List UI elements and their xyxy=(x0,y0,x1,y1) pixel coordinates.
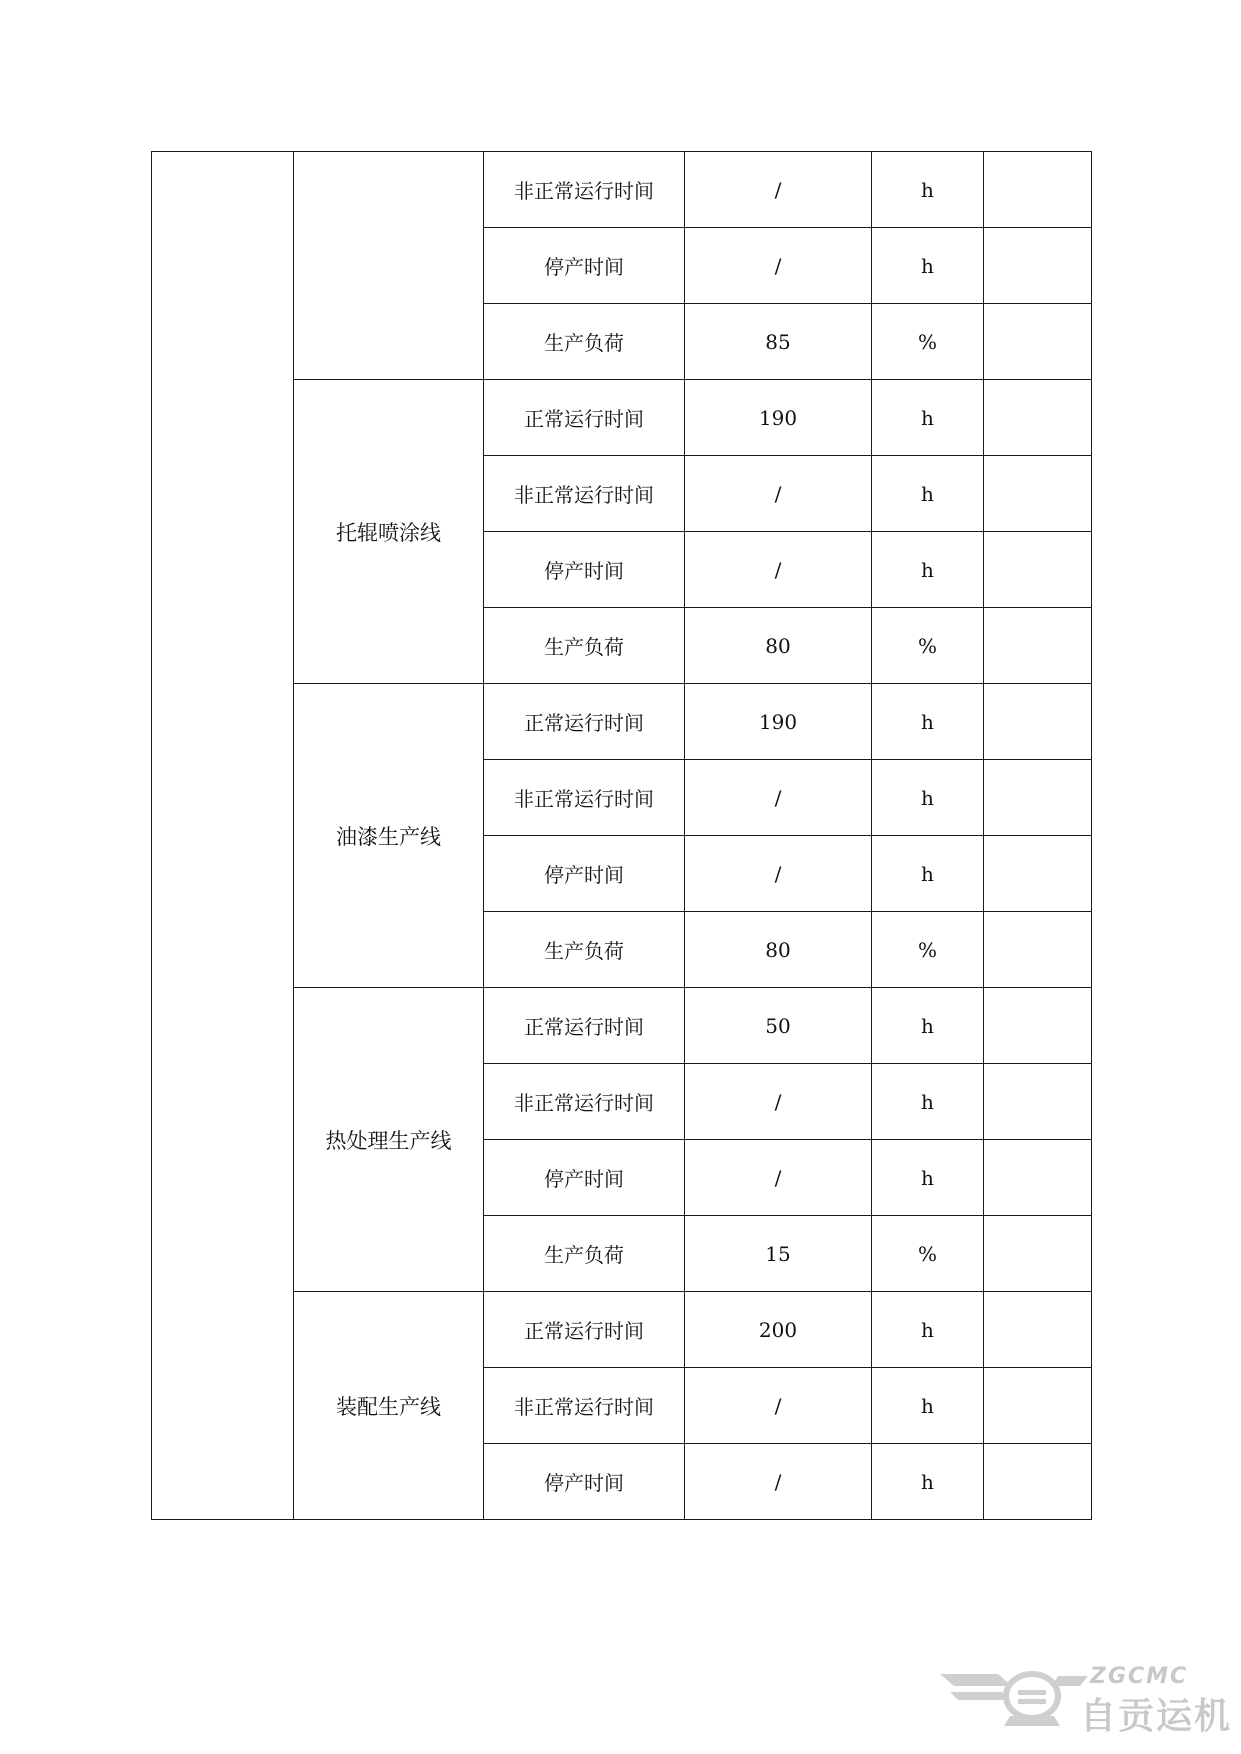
value-cell: / xyxy=(685,228,872,304)
remark-cell xyxy=(984,836,1092,912)
unit-cell: h xyxy=(872,228,984,304)
value-cell: 85 xyxy=(685,304,872,380)
value-cell: / xyxy=(685,152,872,228)
remark-cell xyxy=(984,532,1092,608)
unit-cell: h xyxy=(872,380,984,456)
unit-cell: h xyxy=(872,836,984,912)
item-cell: 生产负荷 xyxy=(484,912,685,988)
value-cell: 200 xyxy=(685,1292,872,1368)
value-cell: / xyxy=(685,760,872,836)
remark-cell xyxy=(984,228,1092,304)
remark-cell xyxy=(984,1140,1092,1216)
item-cell: 非正常运行时间 xyxy=(484,760,685,836)
unit-cell: h xyxy=(872,684,984,760)
production-table xyxy=(151,151,1092,1520)
unit-cell: h xyxy=(872,1064,984,1140)
item-cell: 非正常运行时间 xyxy=(484,1064,685,1140)
remark-cell xyxy=(984,304,1092,380)
value-cell: / xyxy=(685,532,872,608)
remark-cell xyxy=(984,380,1092,456)
remark-cell xyxy=(984,760,1092,836)
value-cell: 80 xyxy=(685,608,872,684)
line-name-cell: 油漆生产线 xyxy=(294,684,484,988)
unit-cell: h xyxy=(872,456,984,532)
unit-cell: % xyxy=(872,912,984,988)
logo-text-cn: 自贡运机 xyxy=(1080,1696,1233,1737)
unit-cell: h xyxy=(872,152,984,228)
value-cell: 15 xyxy=(685,1216,872,1292)
line-cell-empty xyxy=(294,152,484,380)
remark-cell xyxy=(984,684,1092,760)
remark-cell xyxy=(984,152,1092,228)
remark-cell xyxy=(984,1444,1092,1520)
value-cell: 190 xyxy=(685,380,872,456)
line-name-cell: 热处理生产线 xyxy=(294,988,484,1292)
item-cell: 非正常运行时间 xyxy=(484,152,685,228)
unit-cell: h xyxy=(872,532,984,608)
value-cell: / xyxy=(685,1064,872,1140)
remark-cell xyxy=(984,608,1092,684)
value-cell: 50 xyxy=(685,988,872,1064)
item-cell: 正常运行时间 xyxy=(484,684,685,760)
value-cell: / xyxy=(685,1444,872,1520)
item-cell: 生产负荷 xyxy=(484,608,685,684)
item-cell: 生产负荷 xyxy=(484,1216,685,1292)
unit-cell: h xyxy=(872,1140,984,1216)
unit-cell: h xyxy=(872,988,984,1064)
remark-cell xyxy=(984,1292,1092,1368)
item-cell: 停产时间 xyxy=(484,1140,685,1216)
value-cell: / xyxy=(685,1368,872,1444)
line-name-cell: 装配生产线 xyxy=(294,1292,484,1520)
value-cell: 190 xyxy=(685,684,872,760)
item-cell: 非正常运行时间 xyxy=(484,456,685,532)
unit-cell: % xyxy=(872,1216,984,1292)
remark-cell xyxy=(984,1216,1092,1292)
unit-cell: h xyxy=(872,1368,984,1444)
item-cell: 停产时间 xyxy=(484,228,685,304)
line-name-cell: 托辊喷涂线 xyxy=(294,380,484,684)
remark-cell xyxy=(984,1368,1092,1444)
item-cell: 停产时间 xyxy=(484,836,685,912)
item-cell: 正常运行时间 xyxy=(484,988,685,1064)
item-cell: 停产时间 xyxy=(484,1444,685,1520)
remark-cell xyxy=(984,912,1092,988)
value-cell: / xyxy=(685,1140,872,1216)
category-cell-empty xyxy=(152,152,294,1520)
unit-cell: % xyxy=(872,608,984,684)
value-cell: 80 xyxy=(685,912,872,988)
unit-cell: h xyxy=(872,1292,984,1368)
table-row xyxy=(152,152,1092,228)
remark-cell xyxy=(984,988,1092,1064)
unit-cell: % xyxy=(872,304,984,380)
remark-cell xyxy=(984,456,1092,532)
item-cell: 停产时间 xyxy=(484,532,685,608)
item-cell: 正常运行时间 xyxy=(484,1292,685,1368)
item-cell: 非正常运行时间 xyxy=(484,1368,685,1444)
logo-text-en: ZGCMC xyxy=(1090,1664,1189,1689)
item-cell: 生产负荷 xyxy=(484,304,685,380)
value-cell: / xyxy=(685,836,872,912)
unit-cell: h xyxy=(872,1444,984,1520)
item-cell: 正常运行时间 xyxy=(484,380,685,456)
unit-cell: h xyxy=(872,760,984,836)
remark-cell xyxy=(984,1064,1092,1140)
value-cell: / xyxy=(685,456,872,532)
